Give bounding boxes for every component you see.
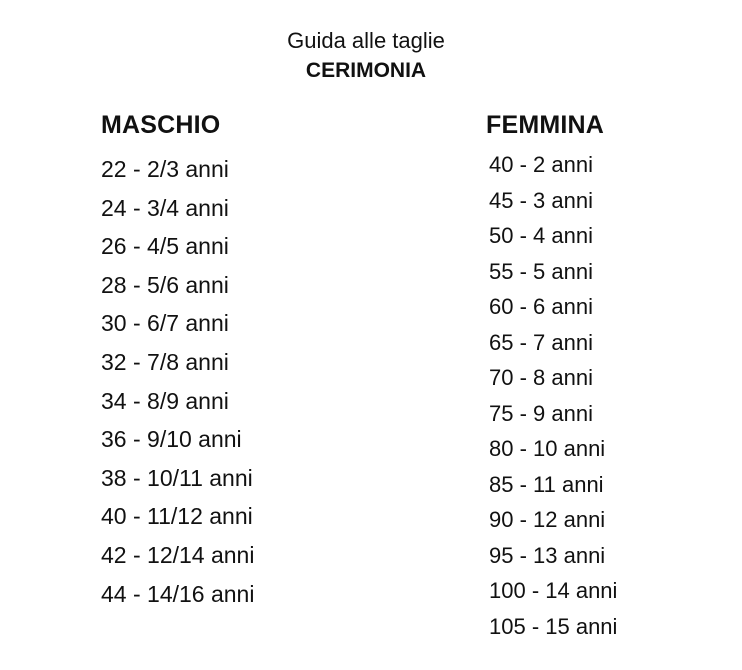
female-size-item: 95 - 13 anni <box>489 542 606 568</box>
male-size-item: 30 - 6/7 anni <box>101 310 229 337</box>
male-size-item: 32 - 7/8 anni <box>101 348 229 375</box>
female-size-item: 60 - 6 anni <box>489 294 593 319</box>
male-size-item: 42 - 12/14 anni <box>101 541 255 568</box>
female-size-item: 65 - 7 anni <box>489 329 593 355</box>
male-size-item: 36 - 9/10 anni <box>101 426 242 453</box>
page-subtitle: CERIMONIA <box>305 59 427 82</box>
page-header <box>0 26 732 86</box>
male-size-item: 22 - 2/3 anni <box>101 156 229 182</box>
female-size-item: 75 - 9 anni <box>489 400 593 426</box>
female-size-item: 55 - 5 anni <box>489 258 593 284</box>
female-size-item: 100 - 14 anni <box>489 578 618 603</box>
male-size-column <box>101 108 254 613</box>
male-size-item: 26 - 4/5 anni <box>101 233 229 260</box>
female-size-item: 105 - 15 anni <box>489 613 618 639</box>
female-size-column <box>486 108 617 644</box>
male-size-item: 24 - 3/4 anni <box>101 194 229 221</box>
male-size-item: 40 - 11/12 anni <box>101 503 253 530</box>
female-heading: FEMMINA <box>486 111 605 139</box>
female-size-item: 40 - 2 anni <box>489 152 593 177</box>
male-size-item: 34 - 8/9 anni <box>101 387 229 414</box>
male-size-list <box>101 150 254 613</box>
male-size-item: 28 - 5/6 anni <box>101 271 229 298</box>
female-size-item: 70 - 8 anni <box>489 365 593 390</box>
page-title: Guida alle taglie <box>287 28 445 53</box>
female-size-item: 80 - 10 anni <box>489 436 606 461</box>
female-size-item: 45 - 3 anni <box>489 187 593 213</box>
female-size-list <box>486 147 617 644</box>
male-size-item: 44 - 14/16 anni <box>101 580 255 607</box>
female-size-item: 90 - 12 anni <box>489 507 606 532</box>
male-size-item: 38 - 10/11 anni <box>101 464 253 491</box>
female-size-item: 85 - 11 anni <box>489 471 604 497</box>
female-size-item: 50 - 4 anni <box>489 223 593 248</box>
male-heading: MASCHIO <box>101 111 221 139</box>
